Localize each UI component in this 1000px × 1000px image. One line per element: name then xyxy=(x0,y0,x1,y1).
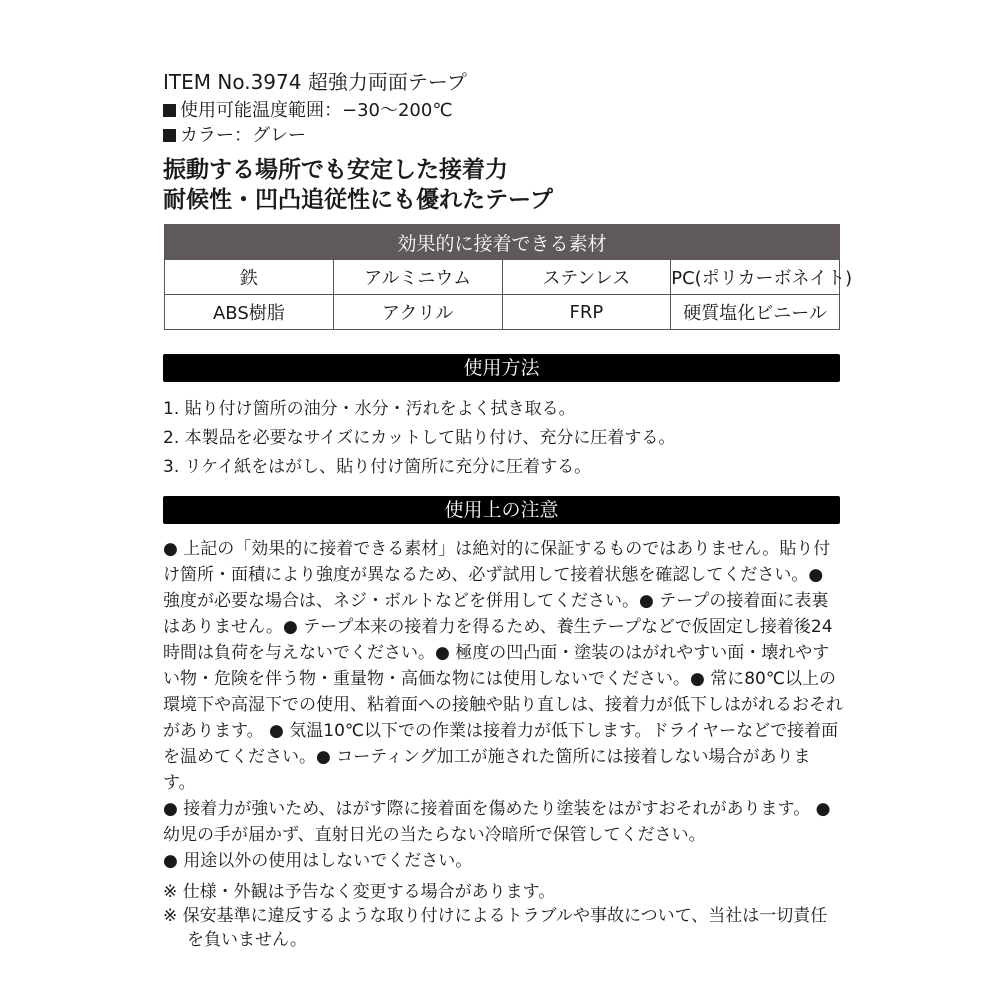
list-item: ● 接着力が強いため、はがす際に接着面を傷めたり塗装をはがすおそれがあります。 ● 幼児の手が届かず、直射日光の当たらない冷暗所で保管してください。 xyxy=(163,799,831,845)
spec-color xyxy=(163,125,306,147)
square-bullet-icon xyxy=(163,129,176,142)
spec-color-text: カラー：グレー xyxy=(180,125,306,146)
footnotes xyxy=(163,880,843,952)
list-item: 2. 本製品を必要なサイズにカットして貼り付け、充分に圧着する。 xyxy=(163,428,676,448)
table-cell: アクリル xyxy=(333,295,502,330)
spec-temperature xyxy=(163,100,453,122)
footnote: ※ 保安基準に違反するような取り付けによるトラブルや事故について、当社は一切責任を負いません。 xyxy=(163,906,828,950)
table-cell: 鉄 xyxy=(165,260,334,295)
item-title: ITEM No.3974 超強力両面テープ xyxy=(163,70,467,94)
list-item: ● 用途以外の使用はしないでください。 xyxy=(163,851,473,871)
cautions-section-header: 使用上の注意 xyxy=(163,496,840,524)
usage-section-header: 使用方法 xyxy=(163,354,840,382)
list-item: 3. リケイ紙をはがし、貼り付け箇所に充分に圧着する。 xyxy=(163,457,592,477)
table-cell: 硬質塩化ビニール xyxy=(671,295,840,330)
usage-steps-list xyxy=(163,395,675,482)
square-bullet-icon xyxy=(163,104,176,117)
list-item: 1. 貼り付け箇所の油分・水分・汚れをよく拭き取る。 xyxy=(163,399,576,419)
table-cell: ステンレス xyxy=(502,260,671,295)
footnote: ※ 仕様・外観は予告なく変更する場合があります。 xyxy=(163,882,556,902)
materials-table xyxy=(164,224,853,330)
table-cell: PC(ポリカーボネイト) xyxy=(671,260,840,295)
spec-temperature-text: 使用可能温度範囲：−30～200℃ xyxy=(180,100,453,121)
headline-line-1: 振動する場所でも安定した接着力 xyxy=(163,157,508,183)
headline-line-2: 耐候性・凹凸追従性にも優れたテープ xyxy=(163,187,553,213)
table-row xyxy=(165,295,840,330)
table-row xyxy=(165,260,840,295)
table-cell: アルミニウム xyxy=(333,260,502,295)
list-item: ● 上記の「効果的に接着できる素材」は絶対的に保証するものではありません。貼り付け箇所・面積により強度が異なるため、必ず試用して接着状態を確認してください。● 強度が必要な場合は、ネジ・ボルトなどを併用してください。● テープの接着面に表裏はありません。● テープ本来の接着力を得るため、養生テープなどで仮固定し接着後24時間は負荷を与えないでください。● 極度の凹凸面・塗装のはがれやすい面・壊れやすい物・危険を伴う物・重量物・高価な物には使用しないでください。● 常に80℃以上の環境下や高湿下での使用、粘着面への接触や貼り直しは、接着力が低下しはがれるおそれがあります。 ● 気温10℃以下での作業は接着力が低下します。ドライヤーなどで接着面を温めてください。● コーティング加工が施された箇所には接着しない場合があります。 xyxy=(163,539,843,793)
materials-table-title: 効果的に接着できる素材 xyxy=(165,225,840,260)
table-cell: FRP xyxy=(502,295,671,330)
cautions-list xyxy=(163,536,843,874)
table-cell: ABS樹脂 xyxy=(165,295,334,330)
